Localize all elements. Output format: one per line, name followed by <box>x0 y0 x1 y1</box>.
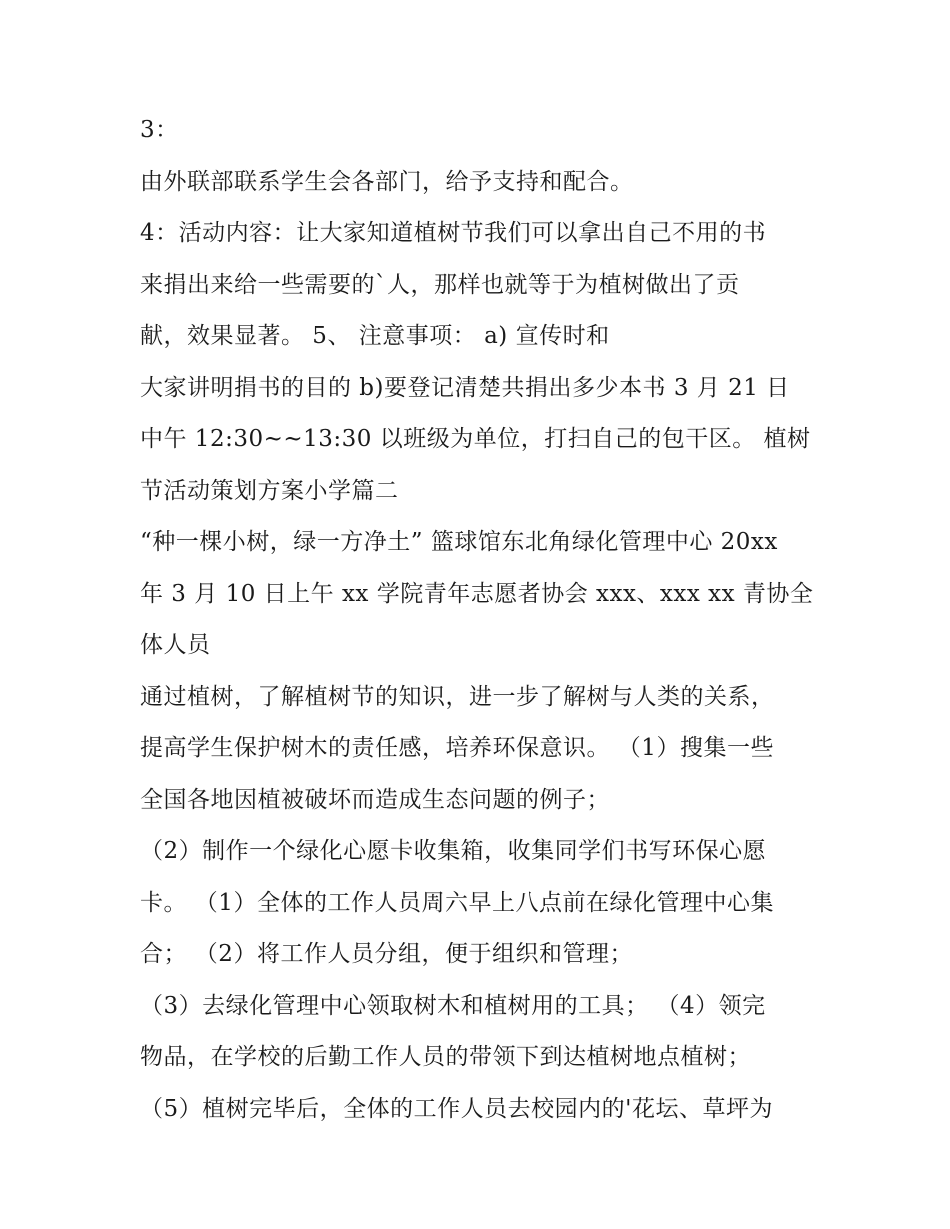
text-line: 卡。 （1）全体的工作人员周六早上八点前在绿化管理中心集 <box>140 889 774 916</box>
text-line: 提高学生保护树木的责任感，培养环保意识。 （1）搜集一些 <box>140 735 774 761</box>
text-line: 4：活动内容：让大家知道植树节我们可以拿出自己不用的书 <box>140 220 767 246</box>
text-line: （2）制作一个绿化心愿卡收集箱，收集同学们书写环保心愿 <box>140 838 767 864</box>
text-line: 体人员 <box>140 632 211 658</box>
text-line: 大家讲明捐书的目的 b)要登记清楚共捐出多少本书 3 月 21 日 <box>140 374 790 401</box>
text-line: 由外联部联系学生会各部门，给予支持和配合。 <box>140 168 634 195</box>
text-line: 来捐出来给一些需要的`人，那样也就等于为植树做出了贡 <box>140 271 740 298</box>
text-line: 献，效果显著。 5、 注意事项： a) 宣传时和 <box>140 323 610 349</box>
text-line: 全国各地因植被破坏而造成生态问题的例子； <box>140 786 610 813</box>
text-line: “种一棵小树，绿一方净土” 篮球馆东北角绿化管理中心 20xx <box>140 529 778 555</box>
text-line: 3： <box>140 117 179 143</box>
text-line: 合； （2）将工作人员分组，便于组织和管理； <box>140 941 633 967</box>
text-line: 节活动策划方案小学篇二 <box>140 477 399 504</box>
text-line: 物品，在学校的后勤工作人员的带领下到达植树地点植树； <box>140 1044 751 1070</box>
text-line: 中午 12:30~~13:30 以班级为单位，打扫自己的包干区。 植树 <box>140 426 811 452</box>
text-line: 通过植树，了解植树节的知识，进一步了解树与人类的关系， <box>140 683 775 710</box>
text-line: （3）去绿化管理中心领取树木和植树用的工具； （4）领完 <box>140 992 766 1019</box>
text-line: 年 3 月 10 日上午 xx 学院青年志愿者协会 xxx、xxx xx 青协全 <box>140 580 814 607</box>
text-line: （5）植树完毕后，全体的工作人员去校园内的'花坛、草坪为 <box>140 1095 773 1122</box>
document-body <box>140 110 840 1140</box>
